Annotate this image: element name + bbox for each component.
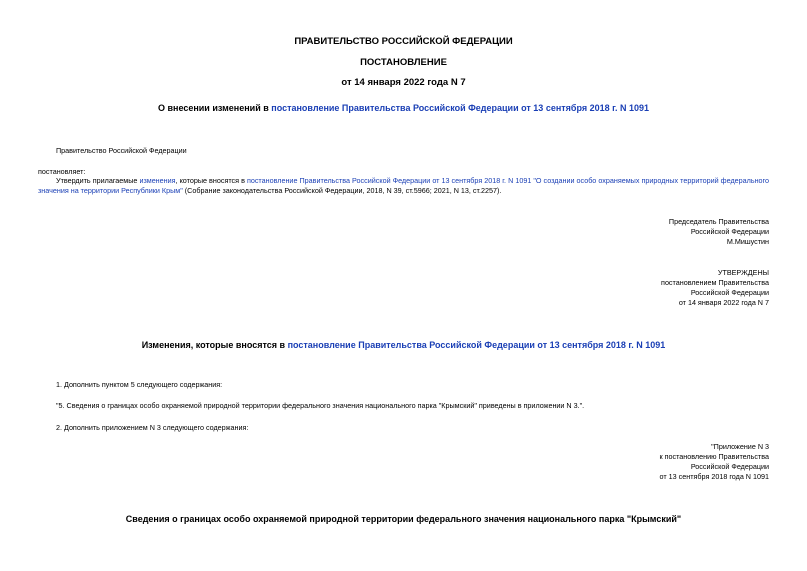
changes-title-link[interactable]: постановление Правительства Российской Федерации от 13 сентября 2018 г. N 1091 [287, 340, 666, 350]
approve-text-1: Утвердить прилагаемые [56, 176, 140, 185]
document-date: от 14 января 2022 года N 7 [341, 77, 466, 88]
changes-title-prefix: Изменения, которые вносятся в [141, 340, 288, 350]
changes-link[interactable]: изменения [139, 176, 176, 185]
change-item-2: 2. Дополнить приложением N 3 следующего содержания: [56, 423, 249, 432]
appendix-line-2: к постановлению Правительства [659, 452, 769, 461]
document-type: ПОСТАНОВЛЕНИЕ [360, 57, 447, 68]
signature-line-1: Председатель Правительства [668, 217, 769, 226]
approve-text-3: (Собрание законодательства Российской Федерации, 2018, N 39, ст.5966; 2021, N 13, ст.2257). [182, 186, 502, 195]
appendix-line-3: Российской Федерации [690, 462, 769, 471]
approved-line-2: постановлением Правительства [661, 278, 769, 287]
approve-paragraph [38, 176, 769, 196]
change-item-1-text: "5. Сведения о границах особо охраняемой природной территории федерального значения национального парка "Крымский" приведены в приложении N 3.". [56, 401, 585, 410]
signature-name: М.Мишустин [726, 237, 769, 246]
title-link[interactable]: постановление Правительства Российской Федерации от 13 сентября 2018 г. N 1091 [271, 103, 650, 113]
government-name: ПРАВИТЕЛЬСТВО РОССИЙСКОЙ ФЕДЕРАЦИИ [294, 36, 513, 47]
signature-block [669, 217, 769, 247]
signature-line-2: Российской Федерации [690, 227, 769, 236]
approved-line-1: УТВЕРЖДЕНЫ [717, 268, 769, 277]
approve-text-2: , которые вносятся в [175, 176, 247, 185]
appendix-line-1: "Приложение N 3 [711, 442, 769, 451]
resolution-link[interactable]: постановление Правительства Российской Федерации от 13 сентября 2018 г. N 1091 "О создании особо охраняемых природных территорий федерального значения на территории Республики Крым" [38, 176, 769, 195]
document-title [0, 103, 807, 113]
change-item-1: 1. Дополнить пунктом 5 следующего содержания: [56, 380, 223, 389]
final-section-title: Сведения о границах особо охраняемой природной территории федерального значения национального парка "Крымский" [125, 514, 682, 524]
appendix-line-4: от 13 сентября 2018 года N 1091 [659, 472, 769, 481]
decides-text: постановляет: [38, 167, 86, 176]
approved-line-4: от 14 января 2022 года N 7 [678, 298, 769, 307]
issuer-text: Правительство Российской Федерации [56, 146, 187, 155]
title-prefix: О внесении изменений в [157, 103, 272, 113]
changes-title [0, 340, 807, 350]
approved-line-3: Российской Федерации [690, 288, 769, 297]
approved-block [661, 268, 769, 308]
appendix-block [659, 442, 769, 482]
